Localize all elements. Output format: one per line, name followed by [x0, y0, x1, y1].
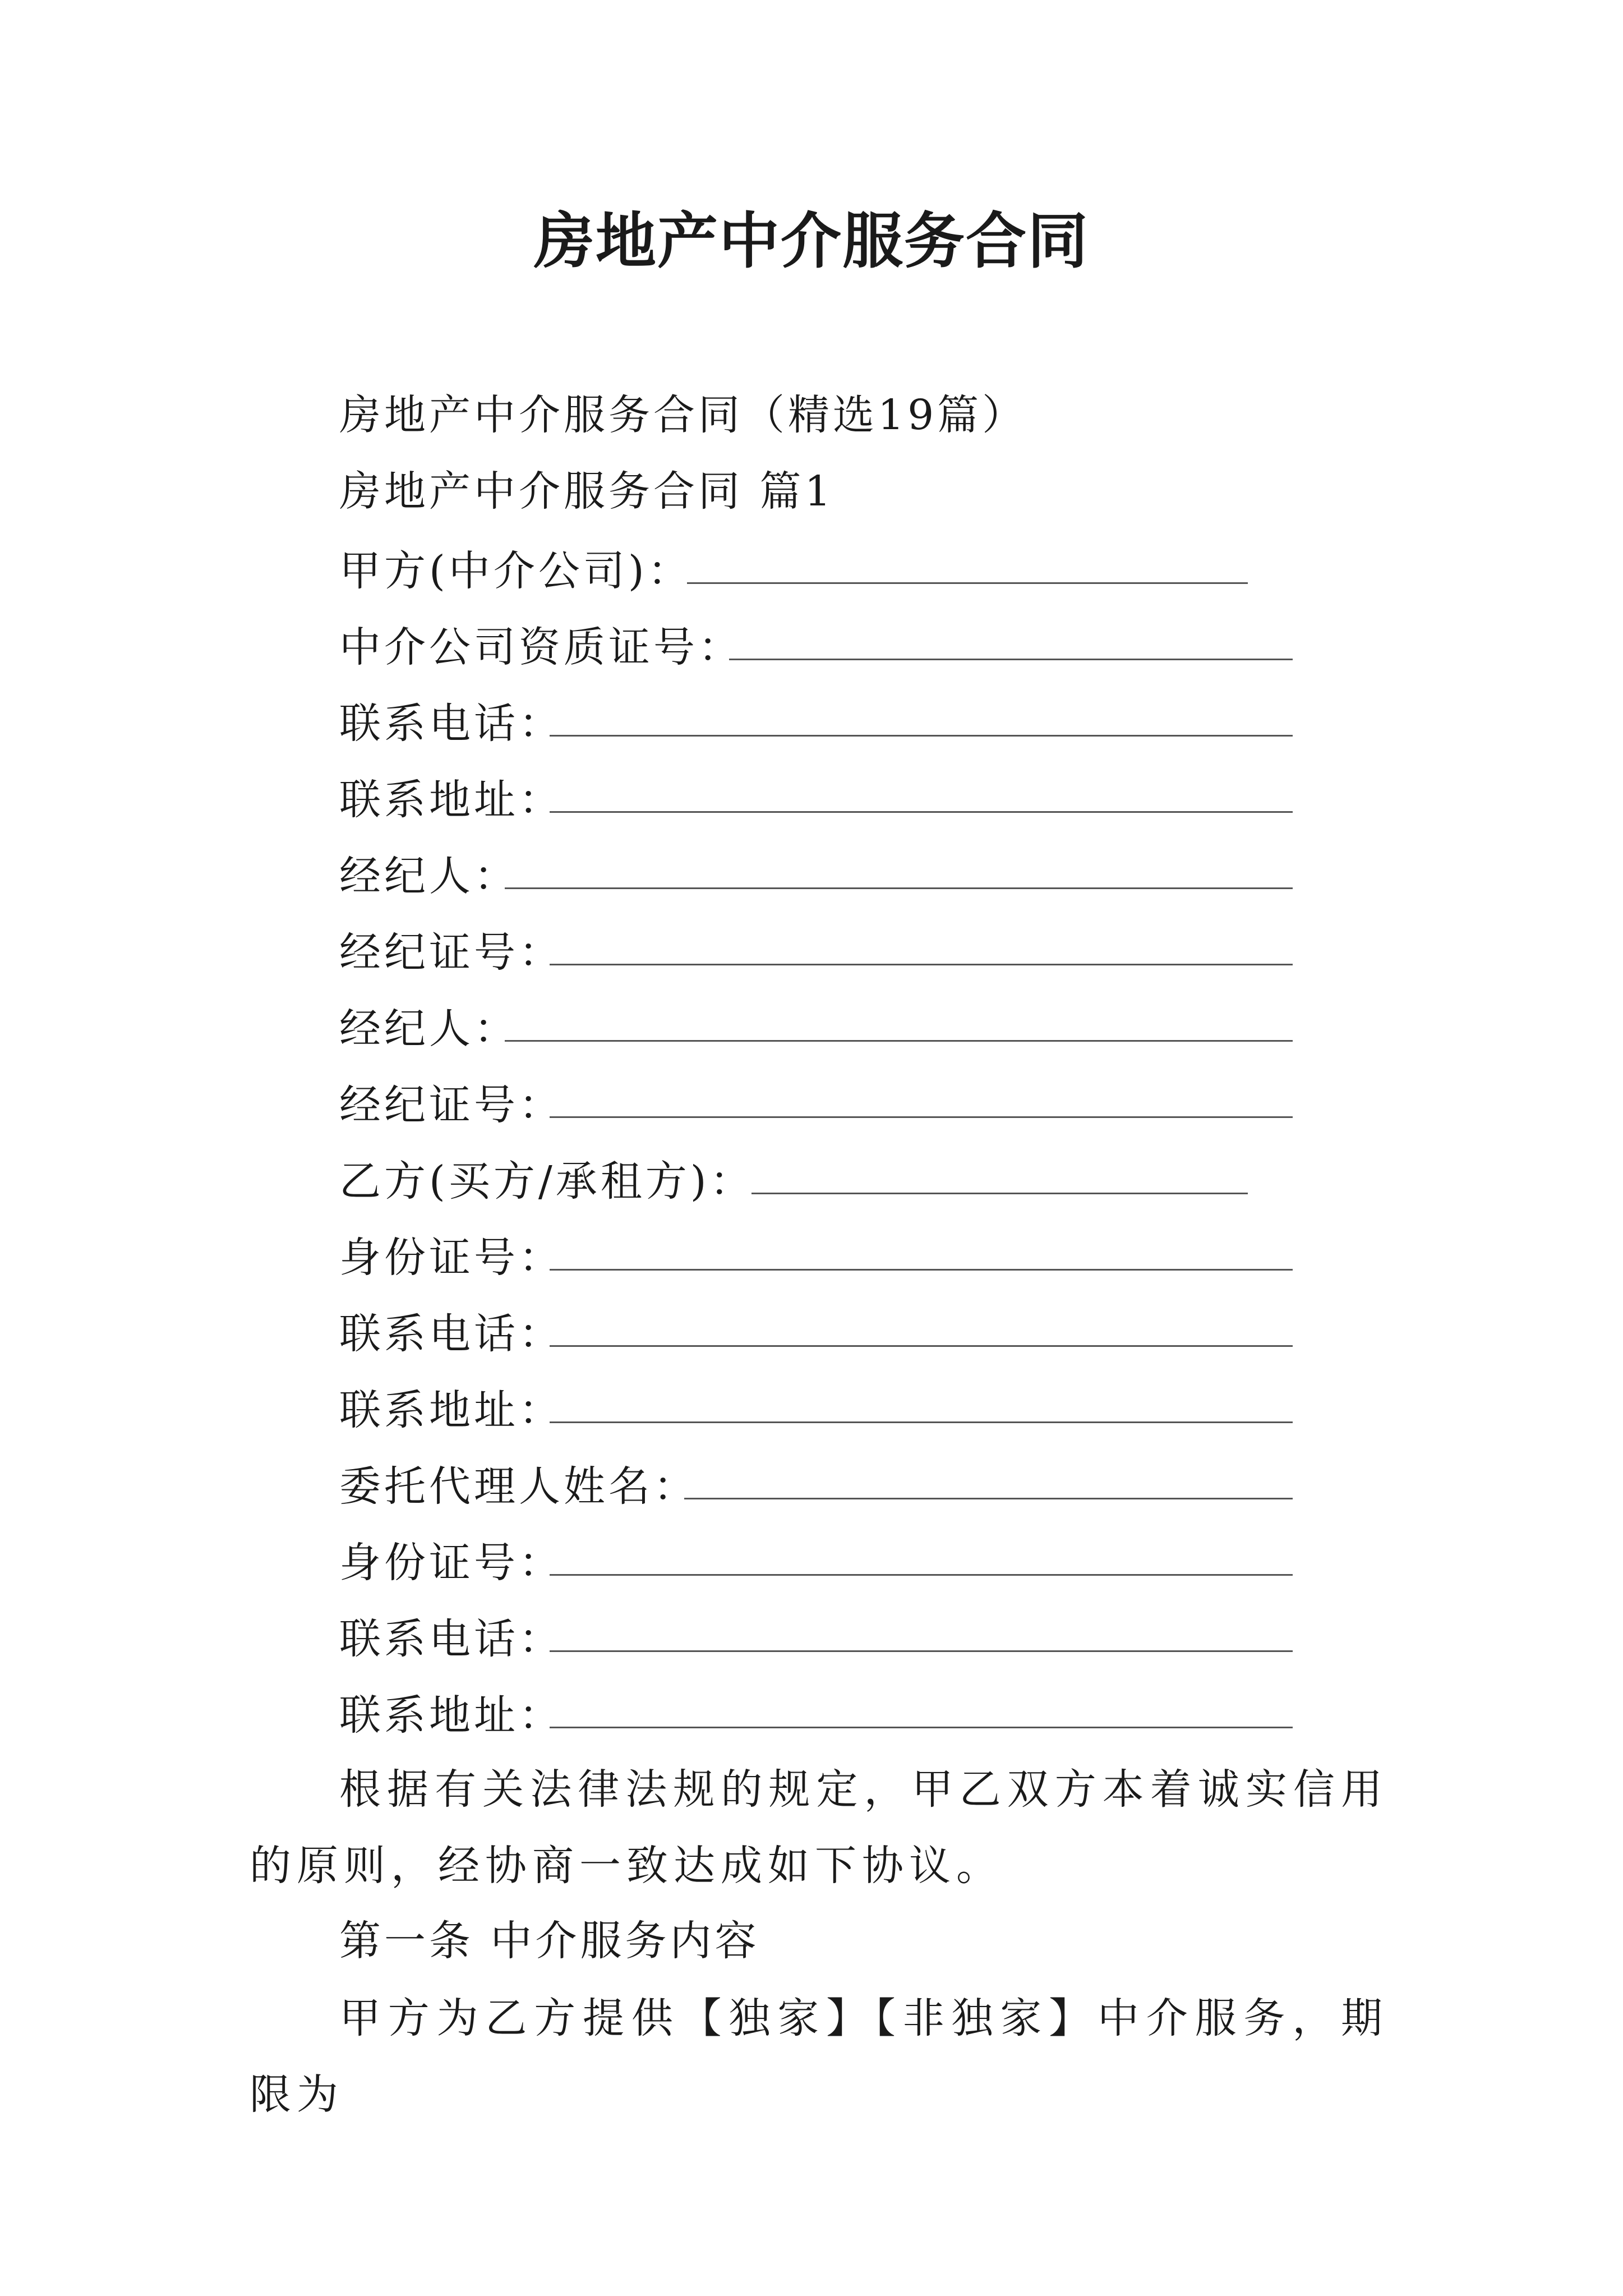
fill-in-blank[interactable] [550, 964, 1293, 965]
fill-in-blank[interactable] [505, 887, 1293, 889]
agent-2-license-field [339, 1074, 564, 1130]
fill-in-blank[interactable] [550, 1116, 1293, 1118]
fill-in-blank[interactable] [550, 811, 1293, 813]
party-b-field [339, 1150, 755, 1206]
fill-in-blank[interactable] [550, 1345, 1293, 1347]
agency-license-field [339, 616, 743, 672]
fill-in-blank[interactable] [550, 1269, 1293, 1271]
fill-in-blank[interactable] [751, 1193, 1248, 1194]
field-label: 委托代理人姓名： [339, 1462, 698, 1511]
field-label: 联系地址： [339, 776, 564, 824]
article-1-heading: 第一条 中介服务内容 [339, 1917, 760, 1965]
field-label: 身份证号： [339, 1539, 564, 1587]
agent-2-field [339, 997, 519, 1053]
field-label: 联系电话： [339, 1615, 564, 1663]
party-b-phone-field [339, 1303, 564, 1359]
proxy-phone-field [339, 1608, 564, 1664]
field-label: 经纪证号： [339, 928, 564, 977]
field-label: 乙方(买方/承租方)： [339, 1157, 755, 1205]
party-a-address-field [339, 769, 564, 825]
proxy-id-field [339, 1531, 564, 1588]
field-label: 经纪证号： [339, 1081, 564, 1129]
fill-in-blank[interactable] [550, 1727, 1293, 1728]
agent-1-field [339, 845, 519, 901]
fill-in-blank[interactable] [505, 1040, 1293, 1042]
field-label: 经纪人： [339, 852, 519, 900]
section-heading: 房地产中介服务合同 篇1 [339, 467, 834, 516]
proxy-name-field [339, 1455, 698, 1511]
fill-in-blank[interactable] [550, 1574, 1293, 1576]
party-b-id-field [339, 1226, 564, 1282]
proxy-address-field [339, 1684, 564, 1740]
fill-in-blank[interactable] [687, 582, 1248, 584]
document-subtitle: 房地产中介服务合同（精选19篇） [339, 391, 1027, 439]
party-a-phone-field [339, 692, 564, 748]
article-1-text: 甲方为乙方提供【独家】【非独家】中介服务，期限为 [250, 1994, 1388, 2119]
field-label: 联系地址： [339, 1386, 564, 1434]
document-title: 房地产中介服务合同 [533, 206, 1089, 277]
field-label: 联系地址： [339, 1691, 564, 1740]
fill-in-blank[interactable] [550, 735, 1293, 737]
field-label: 中介公司资质证号： [339, 623, 743, 671]
fill-in-blank[interactable] [729, 659, 1293, 660]
party-b-address-field [339, 1379, 564, 1435]
field-label: 身份证号： [339, 1234, 564, 1282]
intro-paragraph: 根据有关法律法规的规定，甲乙双方本着诚实信用的原则，经协商一致达成如下协议。 [250, 1765, 1388, 1890]
fill-in-blank[interactable] [684, 1498, 1293, 1499]
field-label: 甲方(中介公司)： [339, 547, 693, 595]
agent-1-license-field [339, 921, 564, 977]
fill-in-blank[interactable] [550, 1421, 1293, 1423]
fill-in-blank[interactable] [550, 1650, 1293, 1652]
field-label: 经纪人： [339, 1005, 519, 1053]
field-label: 联系电话： [339, 700, 564, 748]
party-a-field [339, 540, 693, 596]
field-label: 联系电话： [339, 1310, 564, 1358]
